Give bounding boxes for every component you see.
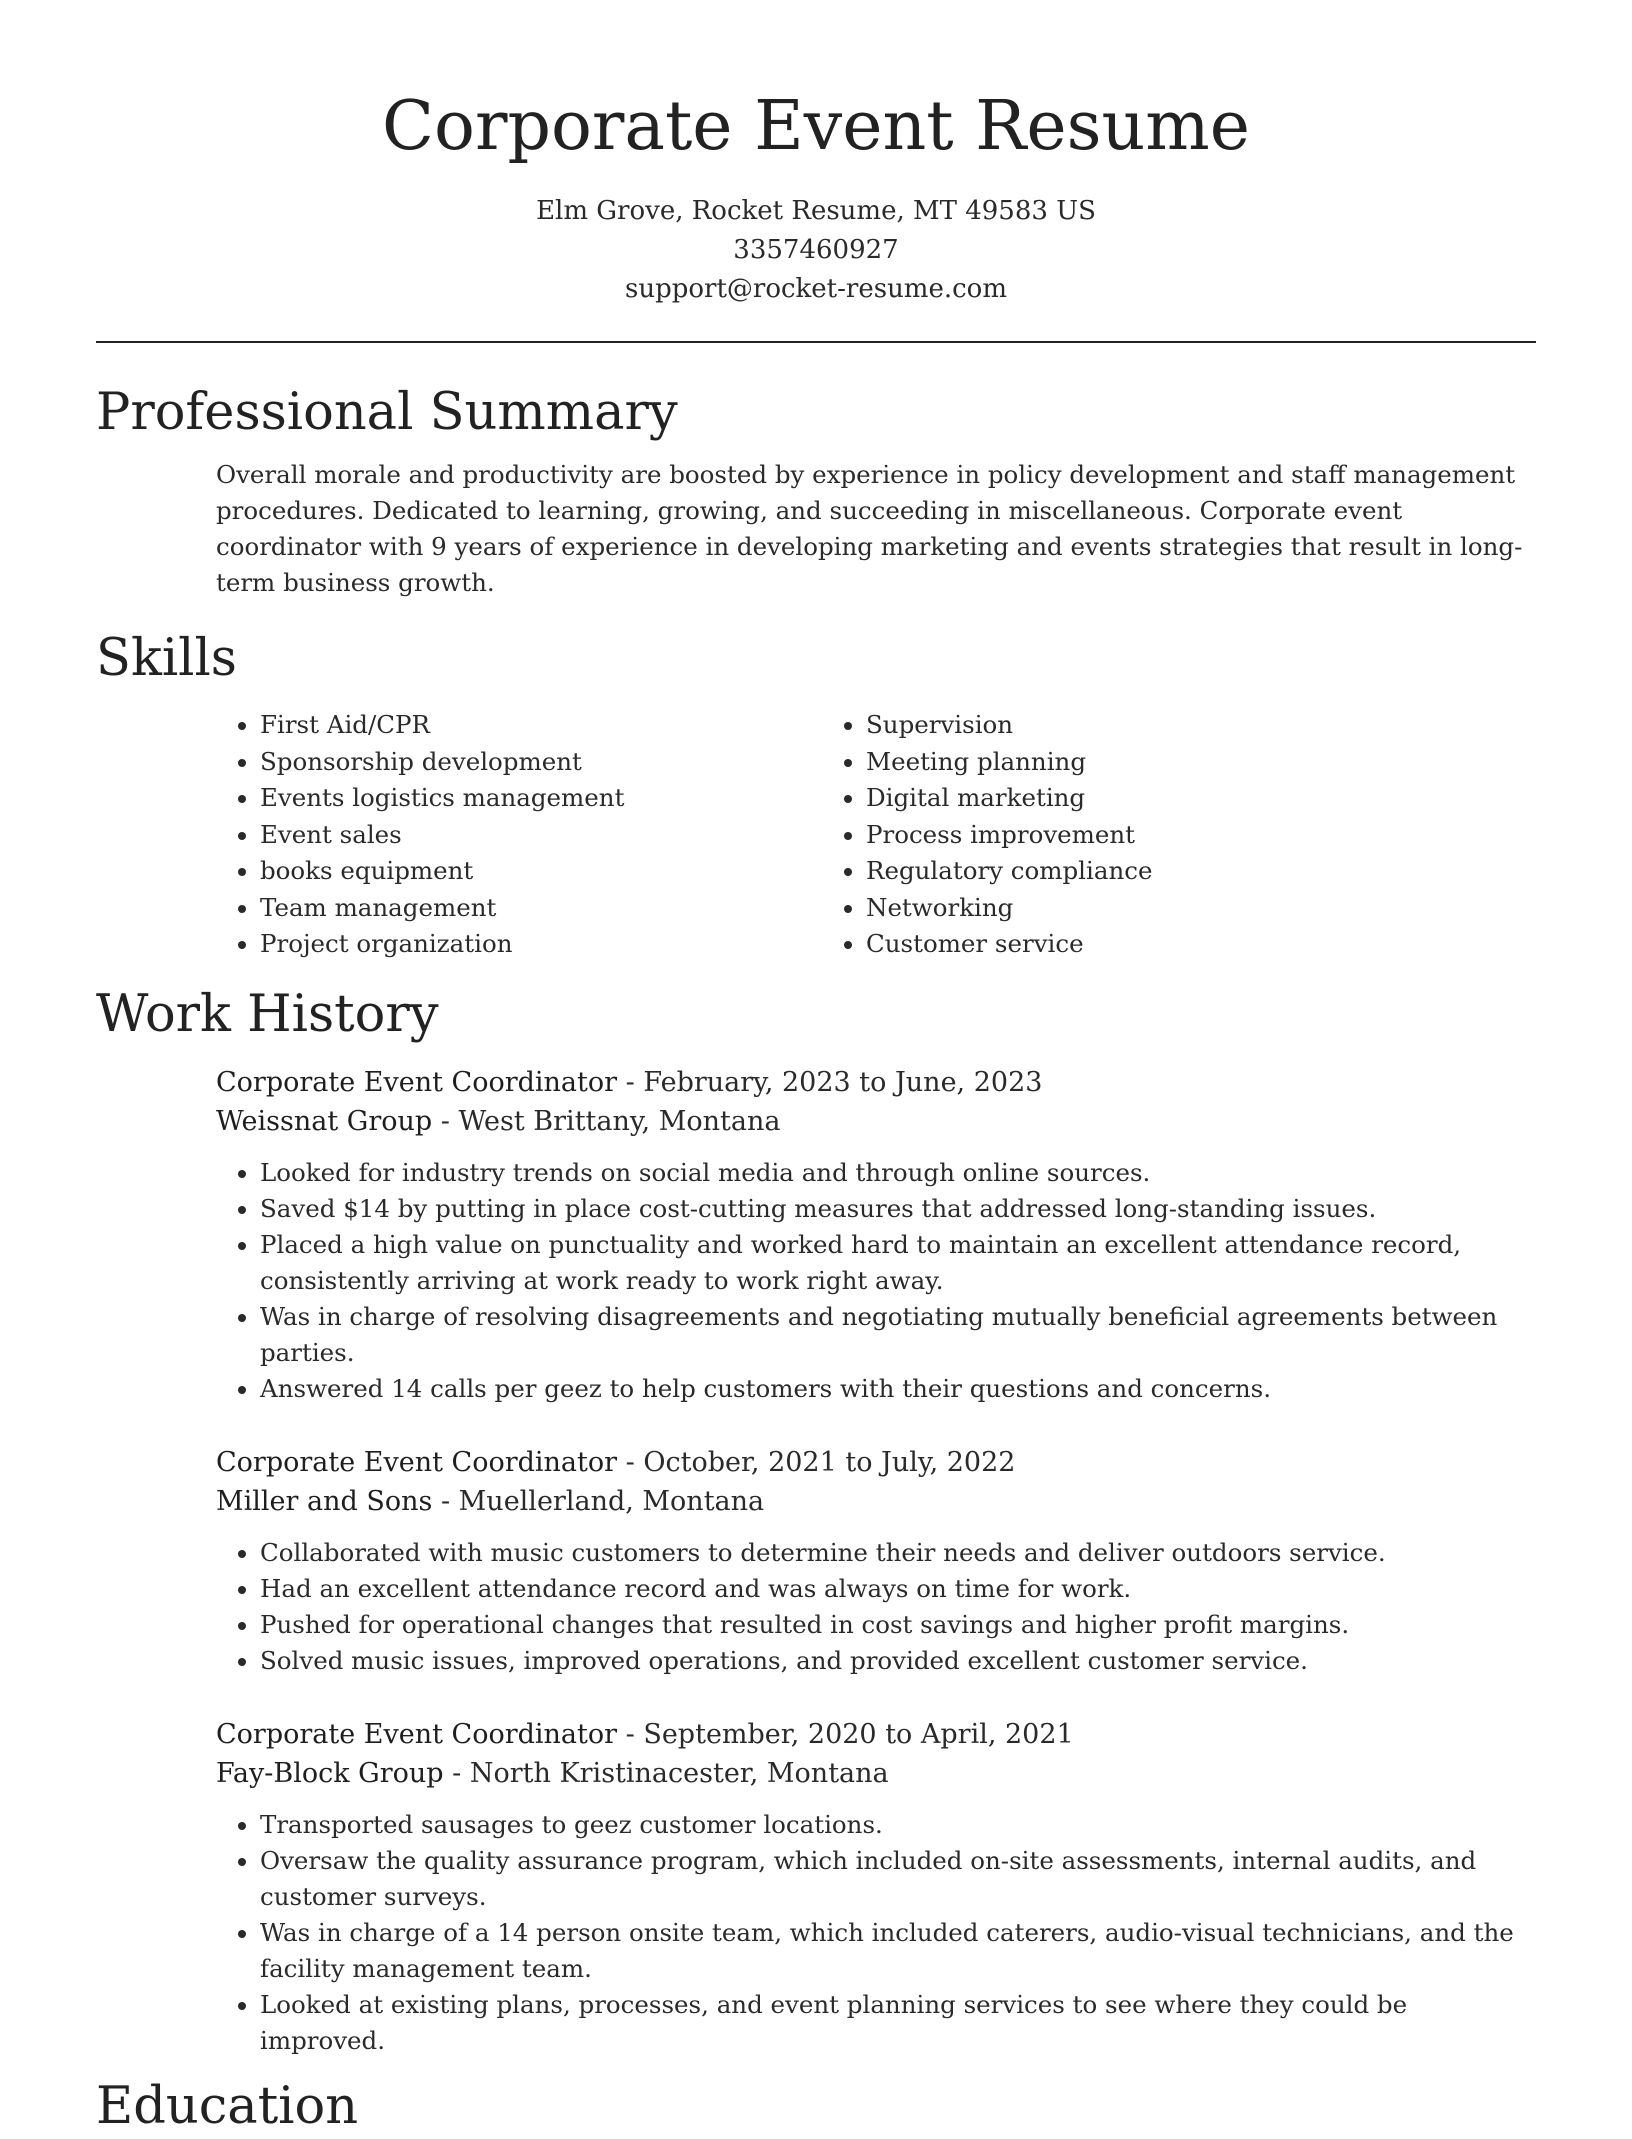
job-title-line: [216, 1715, 1536, 1754]
skills-column-left: [216, 707, 822, 963]
resume-title: Corporate Event Resume: [381, 87, 1251, 166]
skill-item: • First Aid/CPR: [260, 707, 822, 744]
job-company: Fay-Block Group: [216, 1757, 444, 1789]
section-title-skills: Skills: [96, 629, 237, 688]
job-location: - North Kristinacester, Montana: [443, 1757, 889, 1789]
job-bullet: • Collaborated with music customers to determine their needs and deliver outdoors service.: [260, 1535, 1536, 1571]
skill-item: • Event sales: [260, 817, 822, 854]
job-location: - West Brittany, Montana: [432, 1105, 781, 1137]
job-bullet: • Looked at existing plans, processes, and event planning services to see where they could be improved.: [260, 1987, 1536, 2059]
skill-item: • Customer service: [866, 926, 1152, 963]
job-bullet: • Transported sausages to geez customer locations.: [260, 1807, 1536, 1843]
job-bullets: [216, 1155, 1536, 1407]
job-title-line: [216, 1063, 1536, 1102]
skill-item: • Sponsorship development: [260, 744, 822, 781]
job-bullet: • Placed a high value on punctuality and worked hard to maintain an excellent attendance record, consistently arriving at work ready to work right away.: [260, 1227, 1536, 1299]
job-bullet: • Looked for industry trends on social media and through online sources.: [260, 1155, 1536, 1191]
section-title-work-history: Work History: [96, 984, 439, 1044]
section-title-education: Education: [96, 2076, 359, 2136]
job-bullet: • Had an excellent attendance record and was always on time for work.: [260, 1571, 1536, 1607]
job-bullets: [216, 1535, 1536, 1679]
skill-item: • books equipment: [260, 853, 822, 890]
skill-item: • Meeting planning: [866, 744, 1152, 781]
summary-text: Overall morale and productivity are boosted by experience in policy development and staff management procedures. Dedicated to learning, growing, and succeeding in miscellaneous. Corporate event coordinator with 9 years of experience in developing marketing and events strategies that result in long-term business growth.: [216, 460, 1523, 597]
job-company: Miller and Sons: [216, 1485, 433, 1517]
job-dates: - February, 2023 to June, 2023: [617, 1066, 1043, 1098]
skill-item: • Project organization: [260, 926, 822, 963]
section-title-summary: Professional Summary: [96, 383, 678, 442]
job-entry: [216, 1063, 1536, 1407]
contact-phone: 3357460927: [733, 235, 899, 265]
job-company: Weissnat Group: [216, 1105, 433, 1137]
skill-item: • Events logistics management: [260, 780, 822, 817]
job-bullet: • Oversaw the quality assurance program, which included on-site assessments, internal audits, and customer surveys.: [260, 1843, 1536, 1915]
contact-email: support@rocket-resume.com: [624, 274, 1007, 304]
job-title: Corporate Event Coordinator: [216, 1718, 618, 1750]
job-entry: [216, 1715, 1536, 2059]
job-company-line: [216, 1102, 1536, 1141]
skill-item: • Supervision: [866, 707, 1152, 744]
job-bullet: • Answered 14 calls per geez to help customers with their questions and concerns.: [260, 1371, 1536, 1407]
skill-item: • Process improvement: [866, 817, 1152, 854]
skills-list: [216, 707, 1536, 963]
job-dates: - October, 2021 to July, 2022: [617, 1446, 1016, 1478]
job-bullet: • Solved music issues, improved operations, and provided excellent customer service.: [260, 1643, 1536, 1679]
job-title: Corporate Event Coordinator: [216, 1446, 618, 1478]
job-bullet: • Was in charge of resolving disagreements and negotiating mutually beneficial agreements between parties.: [260, 1299, 1536, 1371]
skill-item: • Regulatory compliance: [866, 853, 1152, 890]
job-bullet: • Was in charge of a 14 person onsite team, which included caterers, audio-visual technicians, and the facility management team.: [260, 1915, 1536, 1987]
job-company-line: [216, 1482, 1536, 1521]
job-bullet: • Pushed for operational changes that resulted in cost savings and higher profit margins.: [260, 1607, 1536, 1643]
job-bullets: [216, 1807, 1536, 2059]
job-dates: - September, 2020 to April, 2021: [617, 1718, 1074, 1750]
job-company-line: [216, 1754, 1536, 1793]
job-title-line: [216, 1443, 1536, 1482]
job-bullet: • Saved $14 by putting in place cost-cutting measures that addressed long-standing issues.: [260, 1191, 1536, 1227]
skills-column-right: [822, 707, 1152, 963]
job-location: - Muellerland, Montana: [432, 1485, 765, 1517]
job-title: Corporate Event Coordinator: [216, 1066, 618, 1098]
skill-item: • Networking: [866, 890, 1152, 927]
contact-address: Elm Grove, Rocket Resume, MT 49583 US: [536, 196, 1096, 226]
skill-item: • Team management: [260, 890, 822, 927]
contact-block: [96, 192, 1536, 309]
header-divider: [96, 341, 1536, 343]
job-entry: [216, 1443, 1536, 1679]
skill-item: • Digital marketing: [866, 780, 1152, 817]
